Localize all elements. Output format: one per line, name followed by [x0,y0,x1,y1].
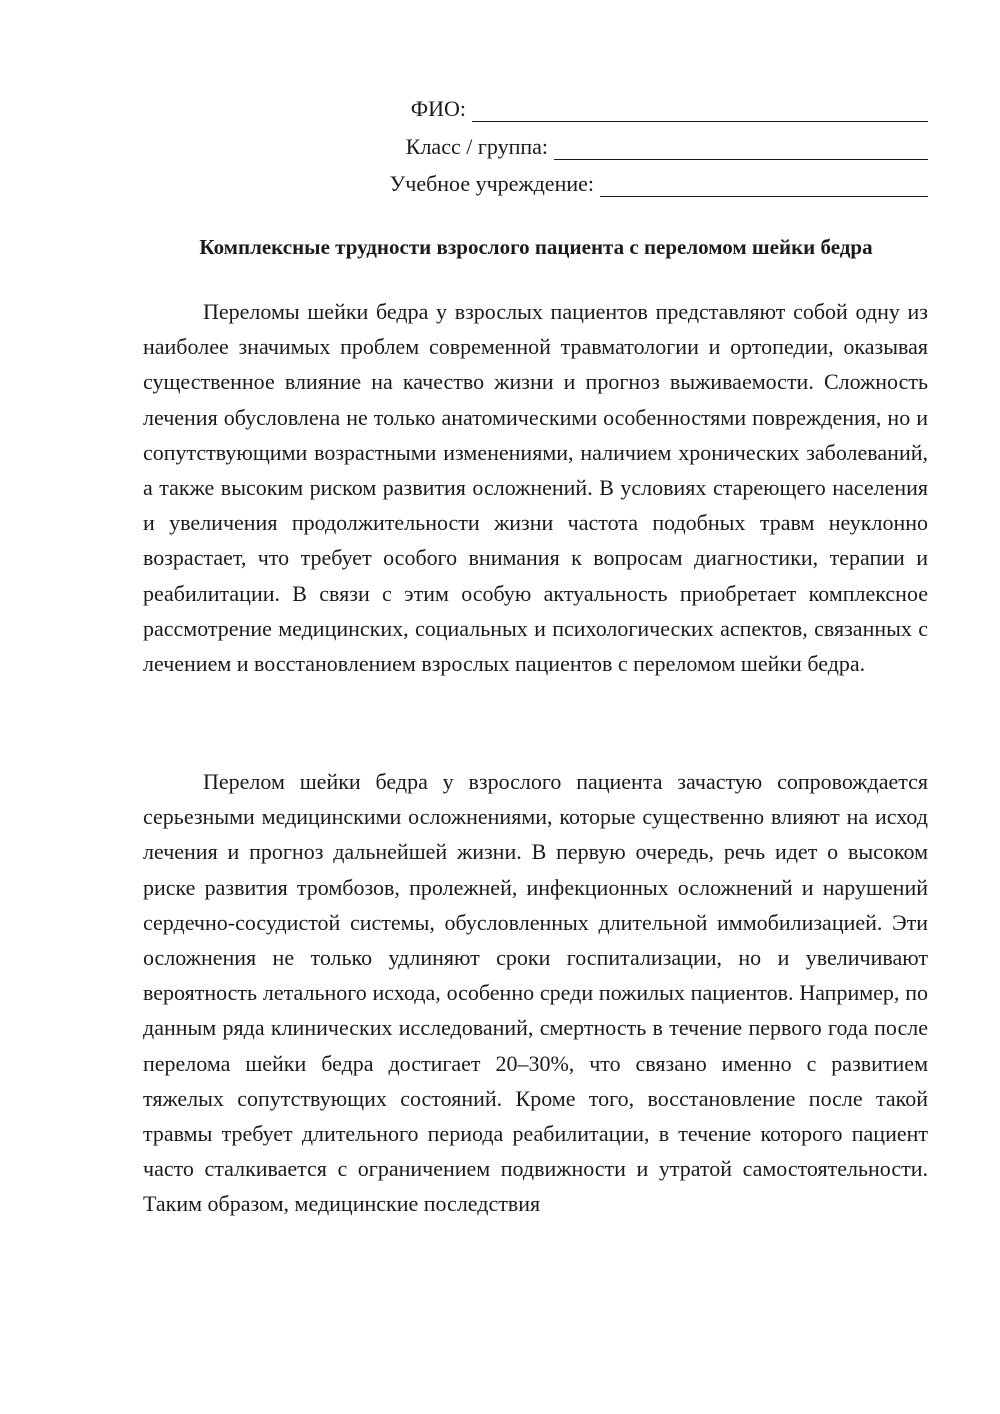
document-title: Комплексные трудности взрослого пациента с переломом шейки бедра [199,235,873,259]
school-label: Учебное учреждение: [389,171,594,196]
school-blank-line[interactable] [600,174,928,197]
fio-label: ФИО: [410,96,466,121]
fio-field [411,96,928,122]
paragraph: Переломы шейки бедра у взрослых пациентов представляют собой одну из наиболее значимых проблем современной травматологии и ортопедии, оказывая существенное влияние на качество жизни и прогноз выживаемости. Сложность лечения обусловлена не только анатомическими особенностями повреждения, но и сопутствующими возрастными изменениями, наличием хронических заболеваний, а также высоким риском развития осложнений. В условиях стареющего населения и увеличения продолжительности жизни частота подобных травм неуклонно возрастает, что требует особого внимания к вопросам диагностики, терапии и реабилитации. В связи с этим особую актуальность приобретает комплексное рассмотрение медицинских, социальных и психологических аспектов, связанных с лечением и восстановлением взрослых пациентов с переломом шейки бедра. [143,299,928,677]
paragraph: Перелом шейки бедра у взрослого пациента зачастую сопровождается серьезными медицинскими осложнениями, которые существенно влияют на исход лечения и прогноз дальнейшей жизни. В первую очередь, речь идет о высоком риске развития тромбозов, пролежней, инфекционных осложнений и нарушений сердечно-сосудистой системы, обусловленных длительной иммобилизацией. Эти осложнения не только удлиняют сроки госпитализации, но и увеличивают вероятность летального исхода, особенно среди пожилых пациентов. Например, по данным ряда клинических исследований, смертность в течение первого года после перелома шейки бедра достигает 20–30%, что связано именно с развитием тяжелых сопутствующих состояний. Кроме того, восстановление после такой травмы требует длительного периода реабилитации, в течение которого пациент часто сталкивается с ограничением подвижности и утратой самостоятельности. Таким образом, медицинские последствия [143,769,928,1217]
class-group-label: Класс / группа: [405,134,548,159]
school-field [390,171,928,197]
class-group-blank-line[interactable] [554,137,928,160]
fio-blank-line[interactable] [472,99,928,122]
class-group-field [406,134,928,160]
